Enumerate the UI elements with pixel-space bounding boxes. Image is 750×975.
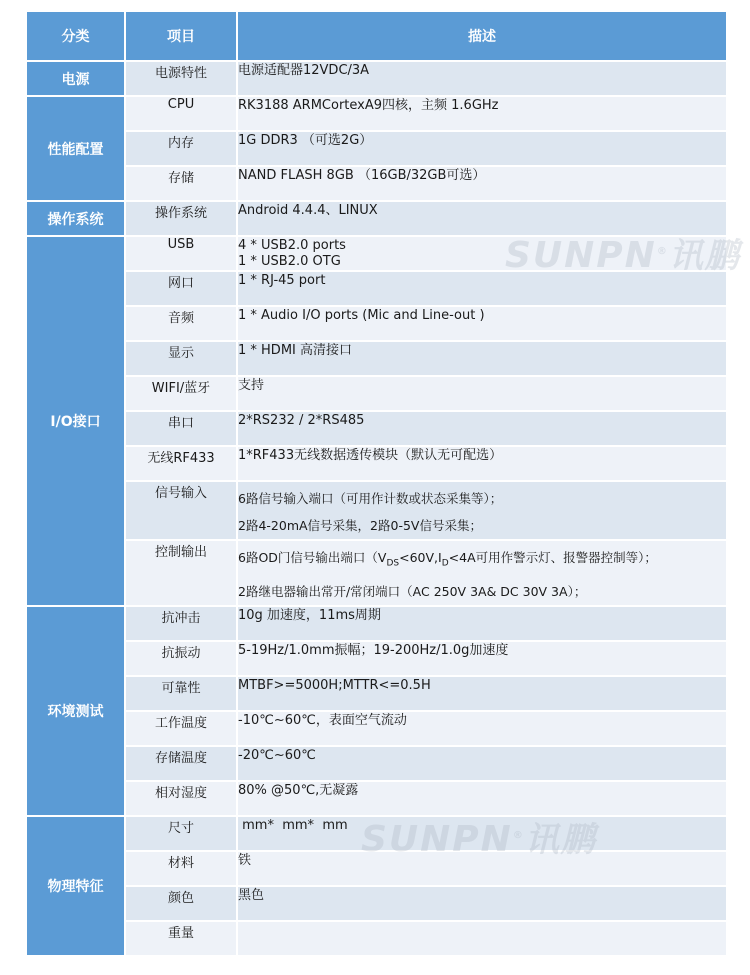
item-desc: 1 * HDMI 高清接口: [237, 341, 727, 376]
item-label: 工作温度: [125, 711, 237, 746]
item-desc: -20℃~60℃: [237, 746, 727, 781]
item-label: 串口: [125, 411, 237, 446]
item-label: 电源特性: [125, 61, 237, 96]
table-row: [26, 641, 727, 676]
item-label: 存储: [125, 166, 237, 201]
desc-line: 1 * USB2.0 OTG: [238, 254, 341, 269]
table-row: [26, 271, 727, 306]
item-label: WIFI/蓝牙: [125, 376, 237, 411]
category-os: 操作系统: [26, 201, 125, 236]
header-row: [26, 11, 727, 61]
item-label: 操作系统: [125, 201, 237, 236]
table-row: [26, 376, 727, 411]
table-row: [26, 816, 727, 851]
item-desc: [237, 481, 727, 540]
item-desc: 支持: [237, 376, 727, 411]
table-row: [26, 341, 727, 376]
table-row: [26, 201, 727, 236]
spec-table: [25, 10, 728, 957]
header-item: 项目: [125, 11, 237, 61]
category-environment: 环境测试: [26, 606, 125, 816]
item-desc: [237, 236, 727, 271]
item-desc: MTBF>=5000H;MTTR<=0.5H: [237, 676, 727, 711]
brand-watermark: SUNPN®讯鹏: [361, 819, 597, 860]
item-desc: 1*RF433无线数据透传模块（默认无可配选）: [237, 446, 727, 481]
header-description: 描述: [237, 11, 727, 61]
item-desc: 80% @50℃,无凝露: [237, 781, 727, 816]
table-row: [26, 781, 727, 816]
table-row: [26, 166, 727, 201]
item-label: 音频: [125, 306, 237, 341]
table-row: [26, 921, 727, 956]
desc-line: 2路4-20mA信号采集，2路0-5V信号采集；: [238, 518, 482, 533]
table-row: [26, 851, 727, 886]
table-row: [26, 61, 727, 96]
item-desc: 黑色: [237, 886, 727, 921]
item-desc: 1G DDR3 （可选2G）: [237, 131, 727, 166]
item-label: 可靠性: [125, 676, 237, 711]
item-desc: [237, 921, 727, 956]
table-row: [26, 886, 727, 921]
desc-line: 4 * USB2.0 ports: [238, 238, 346, 253]
item-desc: [237, 540, 727, 606]
item-label: 尺寸: [125, 816, 237, 851]
item-desc: 电源适配器12VDC/3A: [237, 61, 727, 96]
item-label: 网口: [125, 271, 237, 306]
item-desc: mm* mm* mm: [237, 816, 727, 851]
item-label: 显示: [125, 341, 237, 376]
table-row: [26, 711, 727, 746]
desc-line: 2路继电器输出常开/常闭端口（AC 250V 3A& DC 30V 3A）；: [238, 583, 587, 599]
table-row: [26, 676, 727, 711]
category-physical: 物理特征: [26, 816, 125, 956]
table-row: [26, 131, 727, 166]
item-label: 抗冲击: [125, 606, 237, 641]
item-label: USB: [125, 236, 237, 271]
item-label: 相对湿度: [125, 781, 237, 816]
item-desc: 2*RS232 / 2*RS485: [237, 411, 727, 446]
desc-line: 6路OD门信号输出端口（$V_{DS}<60V,I_D<4A$可用作警示灯、报警器控制等）；: [238, 550, 657, 569]
category-power: 电源: [26, 61, 125, 96]
table-row: [26, 306, 727, 341]
desc-line: 6路信号输入端口（可用作计数或状态采集等）；: [238, 491, 503, 506]
item-label: 信号输入: [125, 481, 237, 540]
item-desc: 5-19Hz/1.0mm振幅；19-200Hz/1.0g加速度: [237, 641, 727, 676]
item-desc: Android 4.4.4、LINUX: [237, 201, 727, 236]
category-io: I/O接口: [26, 236, 125, 606]
item-label: 颜色: [125, 886, 237, 921]
category-performance: 性能配置: [26, 96, 125, 201]
item-desc: 1 * Audio I/O ports (Mic and Line-out ): [237, 306, 727, 341]
table-row: [26, 446, 727, 481]
table-row: [26, 540, 727, 606]
table-row: [26, 236, 727, 271]
item-desc: 铁: [237, 851, 727, 886]
item-desc: RK3188 ARMCortexA9四核，主频 1.6GHz: [237, 96, 727, 131]
table-row: [26, 411, 727, 446]
item-label: 控制输出: [125, 540, 237, 606]
item-label: CPU: [125, 96, 237, 131]
item-desc: NAND FLASH 8GB （16GB/32GB可选）: [237, 166, 727, 201]
table-row: [26, 96, 727, 131]
table-row: [26, 746, 727, 781]
item-label: 内存: [125, 131, 237, 166]
header-category: 分类: [26, 11, 125, 61]
item-desc: 10g 加速度，11ms周期: [237, 606, 727, 641]
item-desc: 1 * RJ-45 port: [237, 271, 727, 306]
table-row: [26, 481, 727, 540]
item-label: 材料: [125, 851, 237, 886]
item-label: 无线RF433: [125, 446, 237, 481]
item-label: 抗振动: [125, 641, 237, 676]
item-label: 存储温度: [125, 746, 237, 781]
brand-watermark: SUNPN®讯鹏: [505, 235, 741, 276]
table-row: [26, 606, 727, 641]
item-desc: -10℃~60℃，表面空气流动: [237, 711, 727, 746]
item-label: 重量: [125, 921, 237, 956]
